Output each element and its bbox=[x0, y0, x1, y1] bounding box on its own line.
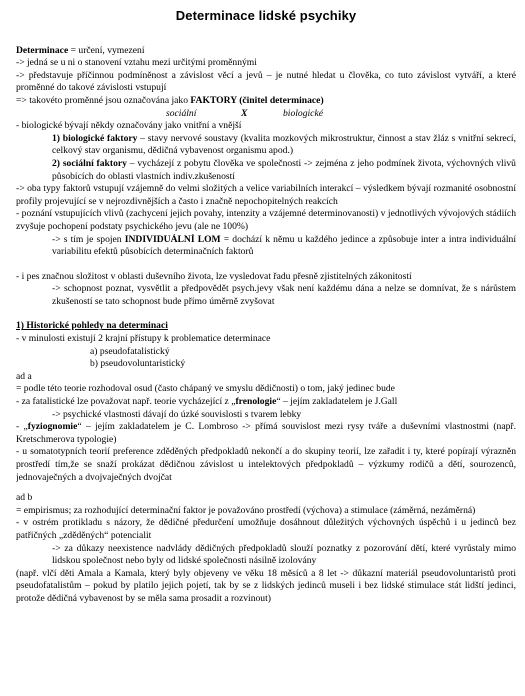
paragraph-line: - poznání vstupujících vlivů (zachycení jejich povahy, intenzity a vzájemné determinovanosti) v jednotlivých vývojových stádiích zvyšuje pochopení podstaty psychického jevu (ale ne 100%) bbox=[16, 208, 516, 232]
paragraph-line: -> představuje příčinnou podmíněnost a závislost věcí a jevů – je nutné hledat u člověka, co tuto závislost vytváří, a které proměnné do takové závislosti vstupují bbox=[16, 69, 516, 94]
axis-biological: biologické bbox=[283, 107, 323, 119]
axis-x: X bbox=[241, 107, 248, 119]
factor-axis bbox=[16, 108, 516, 121]
paragraph-line: - u somatotypních teorií preference zděděných předpokladů nekončí a do skupiny teorií, lze zařadit i ty, které popírají výrazněn prostředí tím,že se snaží prokázat dědičnou závislost u intelektových předpokladů – výzkumy rodičů a dětí, sourozenců, jednovaječných a dvojvaječných dvojčat bbox=[16, 446, 516, 483]
section-heading: 1) Historické pohledy na determinaci bbox=[16, 320, 168, 332]
document-page bbox=[16, 10, 516, 606]
definition-text: = určení, vymezení bbox=[68, 44, 145, 56]
approach-a: a) pseudofatalistický bbox=[90, 345, 170, 357]
definition-term: Determinace bbox=[16, 44, 69, 56]
page-title: Determinace lidské psychiky bbox=[175, 8, 357, 23]
paragraph-line: (např. vlčí děti Amala a Kamala, který byly objeveny ve věku 18 měsíců a 8 let -> důkazní materiál pseudovoluntaristů proti pseudofatalistům – pokud by platilo jejich pojetí, tak by se z lidských jedinců museli i bez lidské stimulace stát lidští jedinci, protože dědičná vybavenost by se měla sama prosadit a rozvinout) bbox=[16, 567, 516, 604]
approach-b: b) pseudovoluntaristický bbox=[90, 358, 186, 370]
individual-lom-line: -> s tím je spojen INDIVIDUÁLNÍ LOM = dochází k němu u každého jedince a způsobuje inter a intra individuální variabilitu efektů působících determinačních faktorů bbox=[52, 233, 516, 258]
phrenology-line: - za fatalistické lze považovat např. teorie vycházející z „frenologie“ – jejím zakladatelem je J.Gall bbox=[16, 396, 398, 408]
factors-term: FAKTORY (činitel determinace) bbox=[190, 94, 324, 106]
paragraph-line: -> jedná se u ni o stanovení vztahu mezi určitými proměnnými bbox=[16, 57, 257, 69]
axis-social: sociální bbox=[166, 107, 197, 119]
subsection-label: ad a bbox=[16, 370, 32, 382]
paragraph-line: - i pes značnou složitost v oblasti duševního života, lze vysledovat řadu přesně zjistitelných zákonitostí bbox=[16, 270, 412, 282]
paragraph-line: - biologické bývají někdy označovány jako vnitřní a vnější bbox=[16, 120, 242, 132]
paragraph-line: - v ostrém protikladu s názory, že dědičné předurčení umožňuje dosáhnout důležitých výchovných úspěchů i u jedinců bez patřičných „zděděných“ potencialit bbox=[16, 517, 516, 541]
paragraph-line: = podle této teorie rozhodoval osud (často chápaný ve smyslu dědičnosti) o tom, jaký jedinec bude bbox=[16, 383, 395, 395]
paragraph-line: -> oba typy faktorů vstupují vzájemně do velmi složitých a velice variabilních interakcí – výsledkem bývají rozmanité osobnostní profily projevující se v nejrozdivnějších a často i značně nepochopitelných reakcích bbox=[16, 183, 516, 207]
paragraph-line: -> schopnost poznat, vysvětlit a předpovědět psych.jevy však není každému dána a nelze se domnívat, že s nárůstem zkušeností se tato schopnost bude přímo úměrně zvyšovat bbox=[52, 283, 516, 307]
paragraph-line: - v minulosti existují 2 krajní přístupy k problematice determinace bbox=[16, 333, 271, 345]
paragraph-line: = empirismus; za rozhodující determinační faktor je považováno prostředí (výchova) a stimulace (záměrná, nezáměrná) bbox=[16, 504, 476, 516]
paragraph-line: -> za důkazy neexistence nadvlády dědičných předpokladů slouží poznatky z pozorování dětí, které vyrůstaly mimo lidskou společnost nebo byly od lidské společnosti násilně izolovány bbox=[52, 542, 516, 567]
individual-lom-term: INDIVIDUÁLNÍ LOM bbox=[124, 233, 221, 245]
factors-line: => takovéto proměnné jsou označována jako FAKTORY (činitel determinace) bbox=[16, 94, 324, 106]
definition-line bbox=[16, 45, 516, 58]
physiognomy-line: - „fyziognomie“ – jejím zakladatelem je C. Lombroso -> přímá souvislost mezi rysy tváře a duševními vlastnostmi (např. Kretschmerova typologie) bbox=[16, 421, 516, 445]
subsection-label: ad b bbox=[16, 492, 33, 504]
social-factors-item: 2) sociální faktory – vycházejí z pobytu člověka ve společnosti -> zejména z jeho podmínek života, výchovných vlivů působících do oblasti vlastních indiv.zkušeností bbox=[52, 157, 516, 182]
paragraph-line: -> psychické vlastnosti dávají do úzké souvislosti s tvarem lebky bbox=[52, 408, 302, 420]
biological-factors-item: 1) biologické faktory – stavy nervové soustavy (kvalita mozkových mikrostruktur, činnost a stav žláz s vnitřní sekrecí, celkový stav organismu, dědičná vybavenost organismu apod.) bbox=[52, 132, 516, 157]
